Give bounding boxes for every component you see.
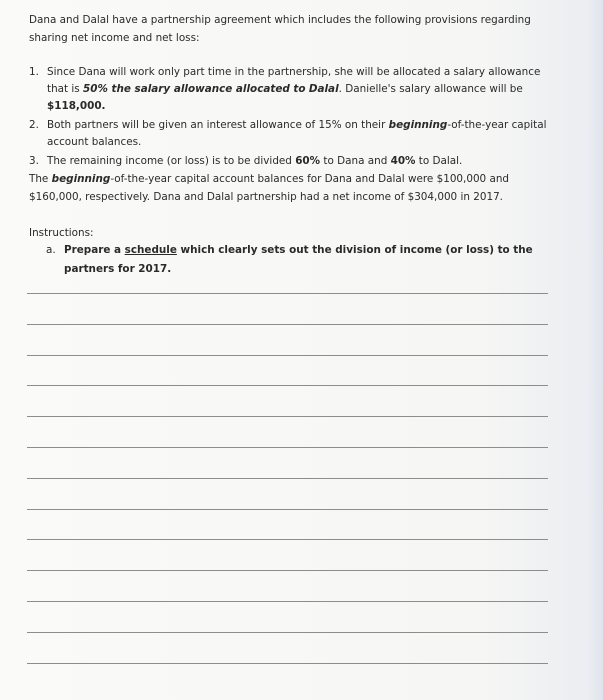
instructions-heading: Instructions: [29, 227, 94, 239]
provision-text: Since Dana will work only part time in the partnership, she will be allocated a salary allowance that is [47, 66, 541, 95]
answer-line [27, 416, 548, 417]
answer-line [27, 539, 548, 540]
provision-emphasis: 50% the salary allowance allocated to Dalal [83, 83, 339, 95]
answer-line [27, 293, 548, 294]
provision-number: 2. [29, 119, 39, 131]
provision-text: Both partners will be given an interest allowance of 15% on their [47, 119, 389, 131]
beginning-emphasis: beginning [51, 173, 111, 185]
provision-number: 1. [29, 66, 39, 78]
provision-text: to Dalal. [415, 155, 463, 167]
provision-emphasis: beginning [388, 119, 448, 131]
answer-line [27, 324, 548, 325]
intro-paragraph: Dana and Dalal have a partnership agreement which includes the following provisions regarding sharing net income and net loss: [29, 14, 531, 44]
provision-text: to Dana and [320, 155, 391, 167]
answer-lines [27, 0, 548, 700]
task-a: a. Prepare a schedule which clearly sets out the division of income (or loss) to the partners for 2017. [46, 241, 554, 279]
answer-line [27, 385, 548, 386]
answer-line [27, 355, 548, 356]
answer-line [27, 447, 548, 448]
dana-share: 60% [295, 155, 321, 167]
answer-line [27, 601, 548, 602]
provision-text: -of-the-year capital account balances. [47, 119, 547, 148]
dalal-share: 40% [390, 155, 416, 167]
salary-amount: $118,000. [47, 100, 106, 112]
schedule-underlined: schedule [124, 244, 177, 256]
page-edge-shadow [589, 0, 603, 700]
provision-text: . Danielle's salary allowance will be [338, 83, 523, 95]
answer-line [27, 663, 548, 664]
answer-line [27, 570, 548, 571]
provision-text: The remaining income (or loss) is to be divided [47, 155, 296, 167]
answer-line [27, 509, 548, 510]
provision-number: 3. [29, 155, 39, 167]
answer-line [27, 632, 548, 633]
answer-line [27, 478, 548, 479]
balances-paragraph: The beginning-of-the-year capital account balances for Dana and Dalal were $100,000 and $160,000, respectively. Dana and Dalal partnership had a net income of $304,000 in 2017. [29, 173, 510, 203]
task-letter: a. [46, 244, 56, 256]
